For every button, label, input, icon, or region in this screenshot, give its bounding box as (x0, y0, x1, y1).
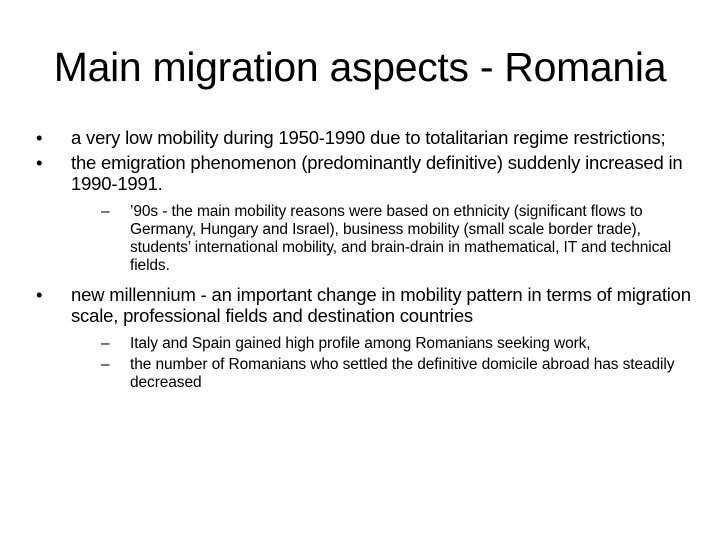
sub-bullet-item-domicile-abroad (101, 356, 696, 392)
bullet-text: the emigration phenomenon (predominantly definitive) suddenly increased in 1990-1991. (71, 152, 683, 194)
bullet-list (36, 127, 696, 401)
bullet-icon: • (36, 284, 43, 305)
sub-bullet-item-italy-spain (101, 335, 696, 353)
sub-bullet-text: the number of Romanians who settled the definitive domicile abroad has steadily decreased (130, 356, 675, 391)
bullet-text: a very low mobility during 1950-1990 due to totalitarian regime restrictions; (71, 127, 666, 148)
bullet-item-emigration-1990-1991 (36, 152, 696, 194)
dash-icon: – (101, 335, 110, 352)
sub-bullet-list (36, 203, 696, 275)
bullet-icon: • (36, 152, 43, 173)
bullet-text: new millennium - an important change in mobility pattern in terms of migration scale, professional fields and destination countries (71, 284, 691, 326)
dash-icon: – (101, 356, 110, 373)
sub-bullet-item-90s-reasons (101, 203, 696, 275)
dash-icon: – (101, 203, 110, 220)
bullet-item-new-millennium (36, 284, 696, 326)
bullet-icon: • (36, 127, 43, 148)
sub-bullet-text: ’90s - the main mobility reasons were based on ethnicity (significant flows to Germany, Hungary and Israel), business mobility (small scale border trade), students’ international mobility, and brain-drain in mathematical, IT and technical fields. (130, 203, 672, 274)
slide-title: Main migration aspects - Romania (53, 44, 667, 90)
bullet-item-mobility-1950-1990 (36, 127, 696, 148)
sub-bullet-text: Italy and Spain gained high profile among Romanians seeking work, (130, 335, 591, 352)
sub-bullet-list (36, 335, 696, 392)
